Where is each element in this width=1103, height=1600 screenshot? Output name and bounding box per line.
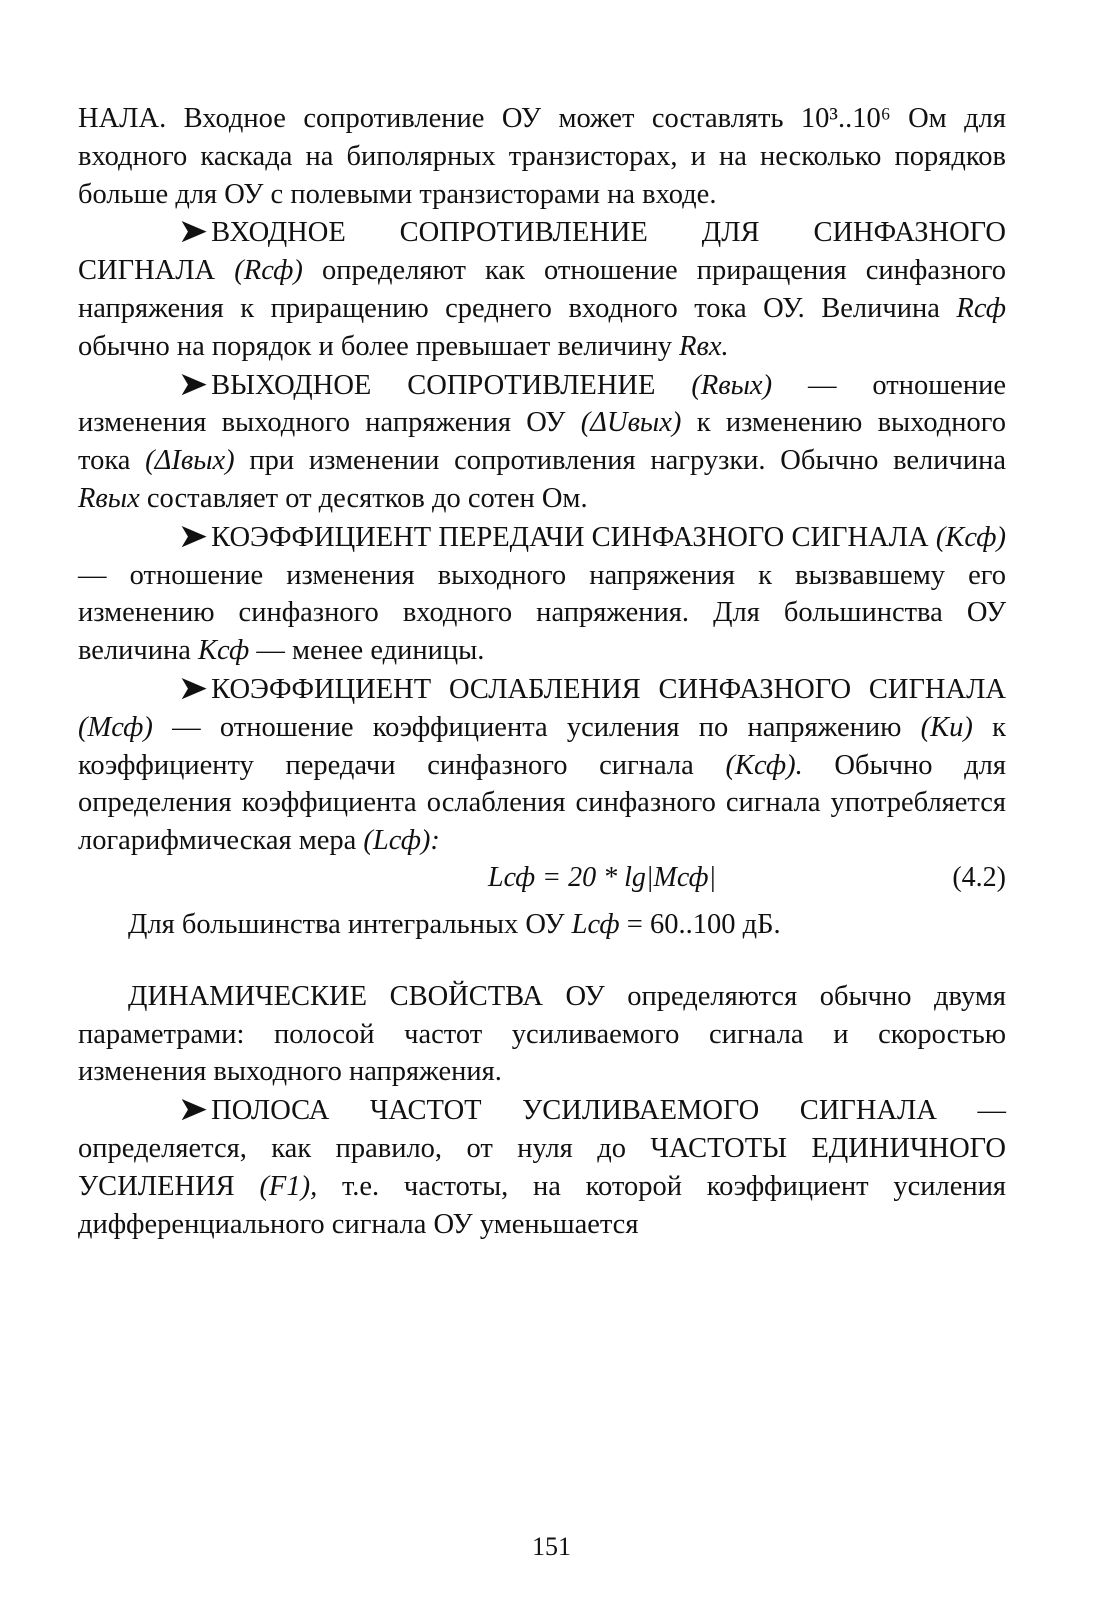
formula-4-2 <box>78 862 1006 906</box>
text: — отношение изменения выходного напряжения ОУ <box>78 369 1006 439</box>
text: = 60..100 дБ. <box>626 908 781 940</box>
symbol: (F1), <box>259 1170 318 1202</box>
page-body <box>78 100 1006 1243</box>
symbol: (Rвых) <box>691 369 773 401</box>
page-number: 151 <box>532 1532 571 1561</box>
text: составляет от десятков до сотен Ом. <box>146 482 588 514</box>
text: Обычно для определения коэффициента ослабления синфазного сигнала употребляется логарифмическая мера <box>78 749 1006 857</box>
text: определяют как отношение приращения синфазного напряжения к приращению среднего входного тока ОУ. Величина <box>78 255 1007 324</box>
paragraph-common-mode-input-resistance <box>78 213 1006 365</box>
text: — определяется, как правило, от нуля до <box>78 1095 1006 1164</box>
symbol: (ΔUвых) <box>580 407 682 439</box>
symbol: (Mсф) <box>78 711 153 743</box>
term-heading: ЧАСТОТЫ ЕДИНИЧНОГО УСИЛЕНИЯ <box>78 1132 1007 1202</box>
formula-expression: Lсф = 20 * lg|Mсф| <box>488 861 717 893</box>
symbol: Rвх. <box>679 330 729 362</box>
text: — отношение изменения выходного напряжения к вызвавшему его изменению синфазного входного напряжения. Для большинства ОУ величина <box>78 559 1006 667</box>
paragraph-bandwidth <box>78 1091 1006 1243</box>
text: обычно на порядок и более превышает величину <box>78 330 672 362</box>
symbol: Rсф <box>956 292 1007 324</box>
text: к изменению выходного тока <box>78 407 1007 477</box>
paragraph-output-resistance <box>78 366 1006 518</box>
symbol: Kсф <box>198 635 250 667</box>
term-heading: ПОЛОСА ЧАСТОТ УСИЛИВАЕМОГО СИГНАЛА <box>211 1095 937 1127</box>
term-heading: ВЫХОДНОЕ СОПРОТИВЛЕНИЕ <box>211 369 656 401</box>
text: — менее единицы. <box>256 635 485 667</box>
paragraph-lcf-values <box>78 906 1006 944</box>
paragraph-input-resistance <box>78 100 1006 213</box>
symbol: Lсф <box>571 908 620 940</box>
text: т.е. частоты, на которой коэффициент усиления дифференциального сигнала ОУ уменьшается <box>78 1170 1007 1240</box>
symbol: Rвых <box>78 482 140 514</box>
formula-number: (4.2) <box>952 861 1006 893</box>
arrow-bullet-icon: ➤ <box>179 1093 207 1127</box>
term-heading: ДИНАМИЧЕСКИЕ СВОЙСТВА <box>128 980 543 1012</box>
text: ОУ определяются обычно двумя параметрами: полосой частот усиливаемого сигнала и скоростью изменения выходного напряжения. <box>78 980 1006 1088</box>
symbol: (ΔIвых) <box>145 445 235 477</box>
text: — отношение коэффициента усиления по напряжению <box>172 711 902 743</box>
arrow-bullet-icon: ➤ <box>179 367 207 401</box>
paragraph-dynamic-properties <box>78 978 1006 1091</box>
paragraph-cmrr <box>78 670 1006 860</box>
paragraph-common-mode-gain <box>78 518 1006 670</box>
term-heading: КОЭФФИЦИЕНТ ПЕРЕДАЧИ СИНФАЗНОГО СИГНАЛА <box>211 521 929 553</box>
text: Для большинства интегральных ОУ <box>128 908 565 940</box>
term-heading: КОЭФФИЦИЕНТ ОСЛАБЛЕНИЯ СИНФАЗНОГО СИГНАЛА <box>211 673 1006 705</box>
spacer <box>78 944 1006 978</box>
symbol: (Rсф) <box>234 255 303 287</box>
text: НАЛА. Входное сопротивление ОУ может составлять 10³..10⁶ Ом для входного каскада на биполярных транзисторах, и на несколько порядков больше для ОУ с полевыми транзисторами на входе. <box>78 103 1006 210</box>
symbol: (Lсф): <box>363 825 440 857</box>
symbol: (Kсф) <box>935 521 1006 553</box>
arrow-bullet-icon: ➤ <box>179 519 207 553</box>
text: при изменении сопротивления нагрузки. Обычно величина <box>249 445 1006 477</box>
arrow-bullet-icon: ➤ <box>179 671 207 705</box>
text: к коэффициенту передачи синфазного сигнала <box>78 711 1007 781</box>
term-heading: ВХОДНОЕ СОПРОТИВЛЕНИЕ ДЛЯ СИНФАЗНОГО СИГНАЛА <box>78 217 1006 287</box>
symbol: (Ku) <box>920 711 973 743</box>
arrow-bullet-icon: ➤ <box>179 215 207 249</box>
symbol: (Kсф). <box>725 749 803 781</box>
